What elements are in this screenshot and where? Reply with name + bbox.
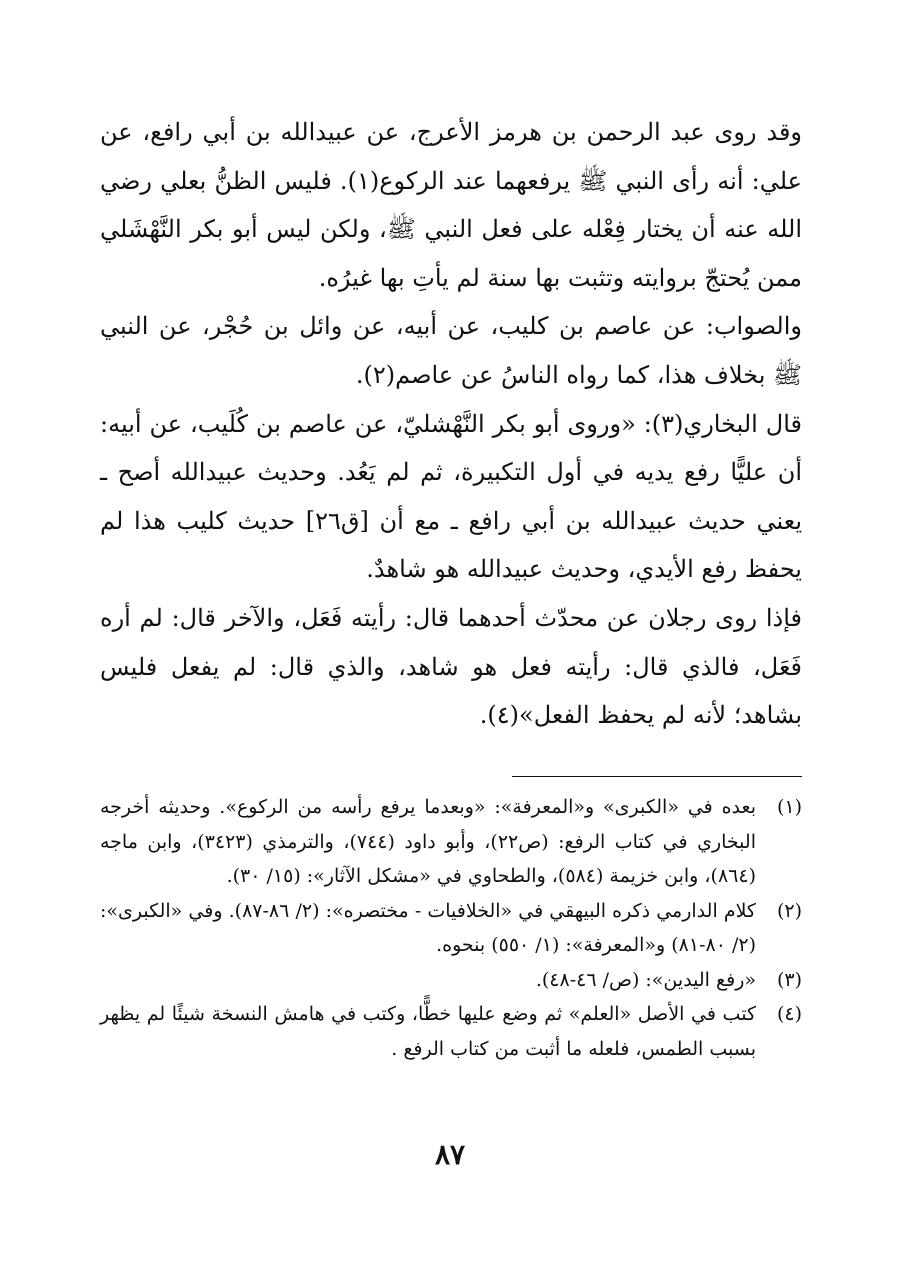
page-number: ٨٧ (434, 1138, 466, 1171)
footnote-text: بعده في «الكبرى» و«المعرفة»: «وبعدما يرفع رأسه من الركوع». وحديثه أخرجه البخاري في كتاب الرفع: (ص٢٢)، وأبو داود (٧٤٤)، والترمذي (٣٤٢٣)، وابن ماجه (٨٦٤)، وابن خزيمة (٥٨٤)، والطحاوي في «مشكل الآثار»: (١٥/ ٣٠). (100, 796, 756, 887)
footnote-divider (512, 776, 802, 777)
paragraph: قال البخاري(٣): «وروى أبو بكر النَّهْشليّ، عن عاصم بن كُلَيب، عن أبيه: أن عليًّا رفع يديه في أول التكبيرة، ثم لم يَعُد. وحديث عبيدالله أصح ـ يعني حديث عبيدالله بن أبي رافع ـ مع أن [ق٢٦] حديث كليب هذا لم يحفظ رفع الأيدي، وحديث عبيدالله هو شاهدٌ. (100, 409, 803, 584)
footnote (100, 894, 802, 963)
footnote-number: (٣) (776, 968, 802, 991)
paragraph: وقد روى عبد الرحمن بن هرمز الأعرج، عن عبيدالله بن أبي رافع، عن علي: أنه رأى النبي ﷺ يرفعهما عند الركوع(١). فليس الظنُّ بعلي رضي الله عنه أن يختار فِعْله على فعل النبي ﷺ، ولكن ليس أبو بكر النَّهْشَلي ممن يُحتجّ بروايته وتثبت بها سنة لم يأتِ بها غيرُه. (100, 118, 802, 292)
footnote-text: كتب في الأصل «العلم» ثم وضع عليها خطًّا، وكتب في هامش النسخة شيئًا لم يظهر بسبب الطمس، فلعله ما أثبت من كتاب الرفع . (100, 1003, 756, 1060)
paragraph: والصواب: عن عاصم بن كليب، عن أبيه، عن وائل بن حُجْر، عن النبي ﷺ بخلاف هذا، كما رواه الناسُ عن عاصم(٢). (100, 312, 802, 389)
footnote-number: (٤) (776, 1003, 802, 1025)
main-text (100, 108, 802, 740)
footnote-number: (١) (776, 796, 802, 818)
footnote (100, 790, 802, 894)
footnotes (100, 790, 802, 1066)
footnote (100, 963, 802, 998)
footnote-text: كلام الدارمي ذكره البيهقي في «الخلافيات - مختصره»: (٢/ ٨٦-٨٧). وفي «الكبرى»: (٢/ ٨٠-٨١) و«المعرفة»: (١/ ٥٥٠) بنحوه. (100, 899, 756, 956)
footnote-text: «رفع اليدين»: (ص/ ٤٦-٤٨). (535, 968, 756, 991)
footnote (100, 997, 802, 1066)
paragraph: فإذا روى رجلان عن محدّث أحدهما قال: رأيته فَعَل، والآخر قال: لم أره فَعَل، فالذي قال: رأيته فعل هو شاهد، والذي قال: لم يفعل فليس بشاهد؛ لأنه لم يحفظ الفعل»(٤). (100, 603, 802, 730)
footnote-number: (٢) (776, 899, 802, 922)
